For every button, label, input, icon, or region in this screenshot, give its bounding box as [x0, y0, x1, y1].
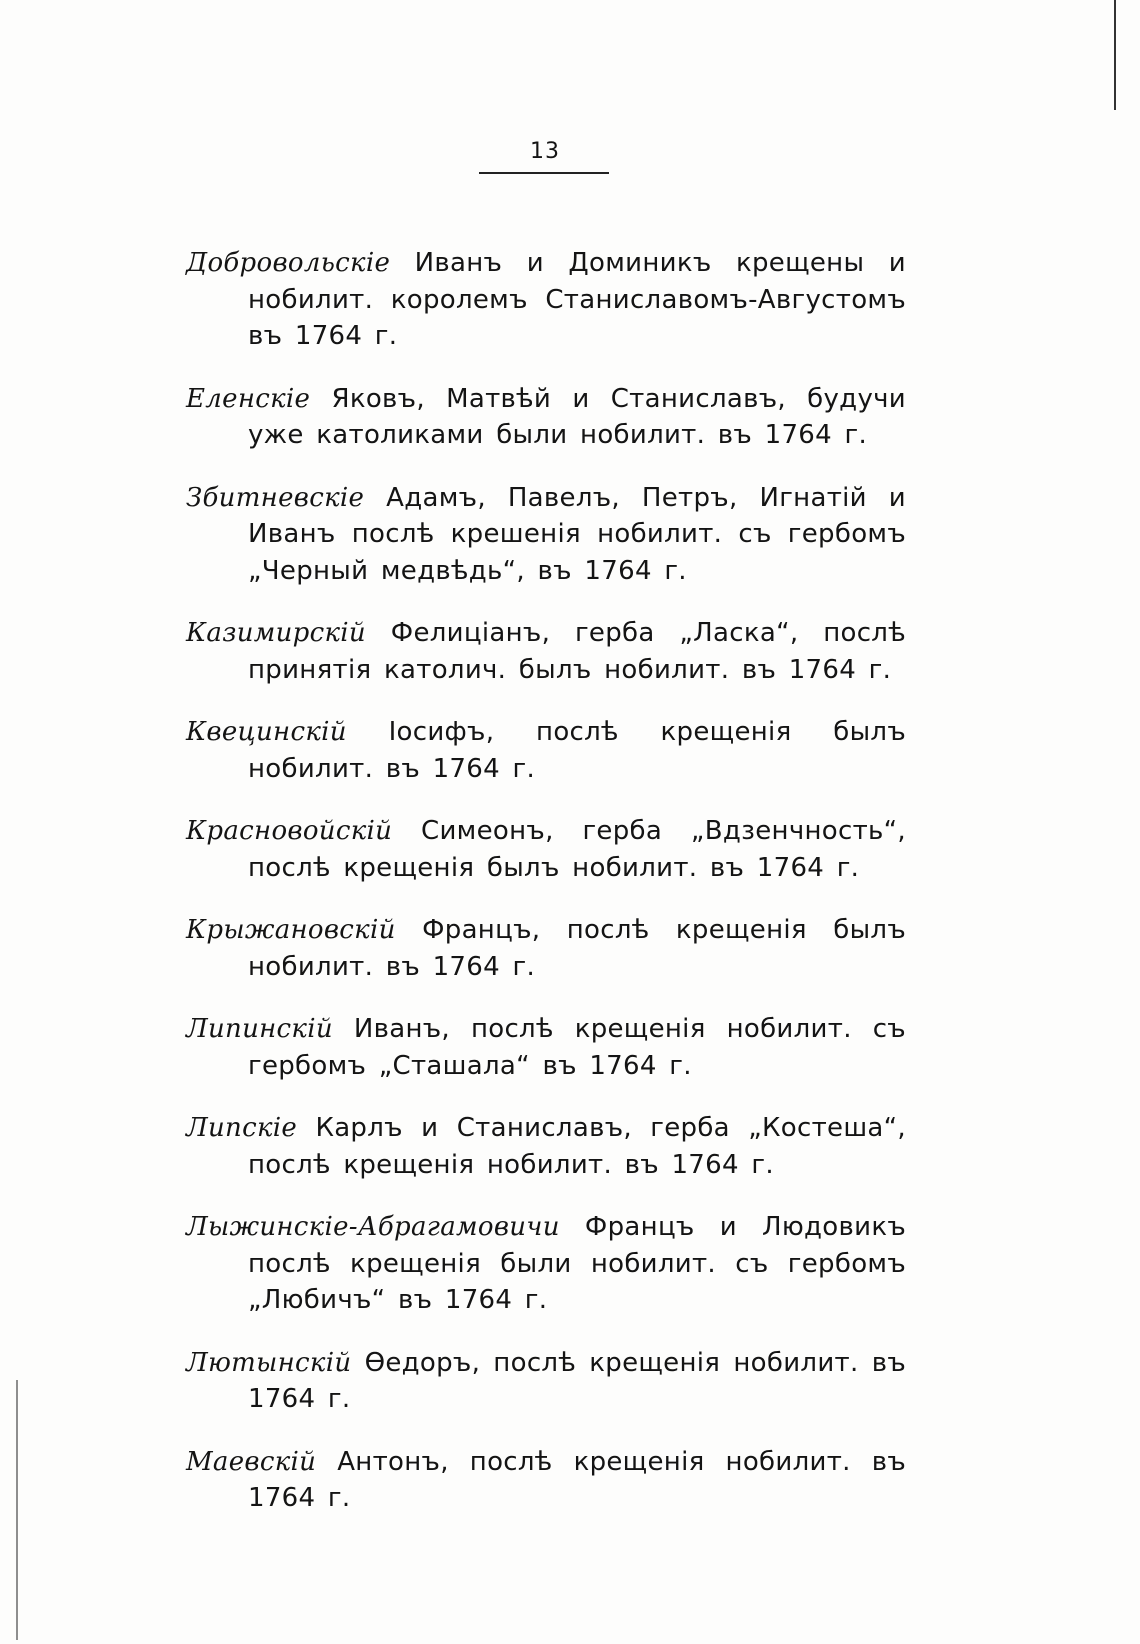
- entry: [186, 1444, 906, 1517]
- entry-surname: Лыжинскіе-Абрагамовичи: [186, 1212, 560, 1242]
- entry-text: Адамъ, Павелъ, Петръ, Игнатій и Иванъ послѣ крешенія нобилит. съ гербомъ „Черный медвѣдь“, въ 1764 г.: [248, 482, 906, 586]
- entry-surname: Добровольскіе: [186, 248, 391, 278]
- entry-text: Іосифъ, послѣ крещенія былъ нобилит. въ 1764 г.: [248, 717, 906, 784]
- entry-surname: Крыжановскій: [186, 915, 396, 945]
- entry: [186, 1209, 906, 1319]
- entry-surname: Липскіе: [186, 1113, 298, 1143]
- entry-text: Яковъ, Матвѣй и Станиславъ, будучи уже католиками были нобилит. въ 1764 г.: [248, 383, 906, 450]
- entry-text: Симеонъ, герба „Вдзенчность“, послѣ крещенія былъ нобилит. въ 1764 г.: [248, 816, 906, 883]
- entry: [186, 1345, 906, 1418]
- entry-list: [186, 219, 906, 1536]
- entry-surname: Квецинскій: [186, 717, 347, 747]
- entry-text: Антонъ, послѣ крещенія нобилит. въ 1764 г.: [248, 1446, 906, 1513]
- entry-surname: Красновойскій: [186, 816, 393, 846]
- entry: [186, 714, 906, 787]
- entry: [186, 813, 906, 886]
- page-number-rule: [479, 172, 609, 174]
- page-number: 13: [530, 139, 560, 164]
- scan-edge-line: [1114, 0, 1116, 110]
- entry-text: Францъ и Людовикъ послѣ крещенія были нобилит. съ гербомъ „Любичъ“ въ 1764 г.: [248, 1212, 906, 1315]
- entry: [186, 480, 906, 590]
- entry: [186, 381, 906, 454]
- entry-surname: Лютынскій: [186, 1347, 352, 1378]
- entry-text: Фелиціанъ, герба „Ласка“, послѣ принятія католич. былъ нобилит. въ 1764 г.: [248, 618, 906, 685]
- entry-text: Иванъ, послѣ крещенія нобилит. съ гербомъ „Сташала“ въ 1764 г.: [248, 1014, 906, 1081]
- entry: [186, 912, 906, 985]
- entry-text: Өедоръ, послѣ крещенія нобилит. въ 1764 г.: [248, 1347, 906, 1414]
- entry-text: Карлъ и Станиславъ, герба „Костеша“, послѣ крещенія нобилит. въ 1764 г.: [248, 1113, 906, 1180]
- entry: [186, 1110, 906, 1183]
- entry-text: Францъ, послѣ крещенія былъ нобилит. въ 1764 г.: [248, 915, 906, 982]
- scan-edge-line: [16, 1380, 18, 1640]
- entry-surname: Еленскіе: [186, 383, 311, 414]
- entry-surname: Казимирскій: [186, 618, 366, 648]
- entry-surname: Збитневскіе: [186, 482, 365, 513]
- entry-surname: Липинскій: [186, 1014, 333, 1044]
- entry-surname: Маевскій: [186, 1446, 317, 1477]
- entry-text: Иванъ и Доминикъ крещены и нобилит. королемъ Станиславомъ-Августомъ въ 1764 г.: [248, 248, 906, 351]
- entry: [186, 615, 906, 688]
- entry: [186, 245, 906, 355]
- entry: [186, 1011, 906, 1084]
